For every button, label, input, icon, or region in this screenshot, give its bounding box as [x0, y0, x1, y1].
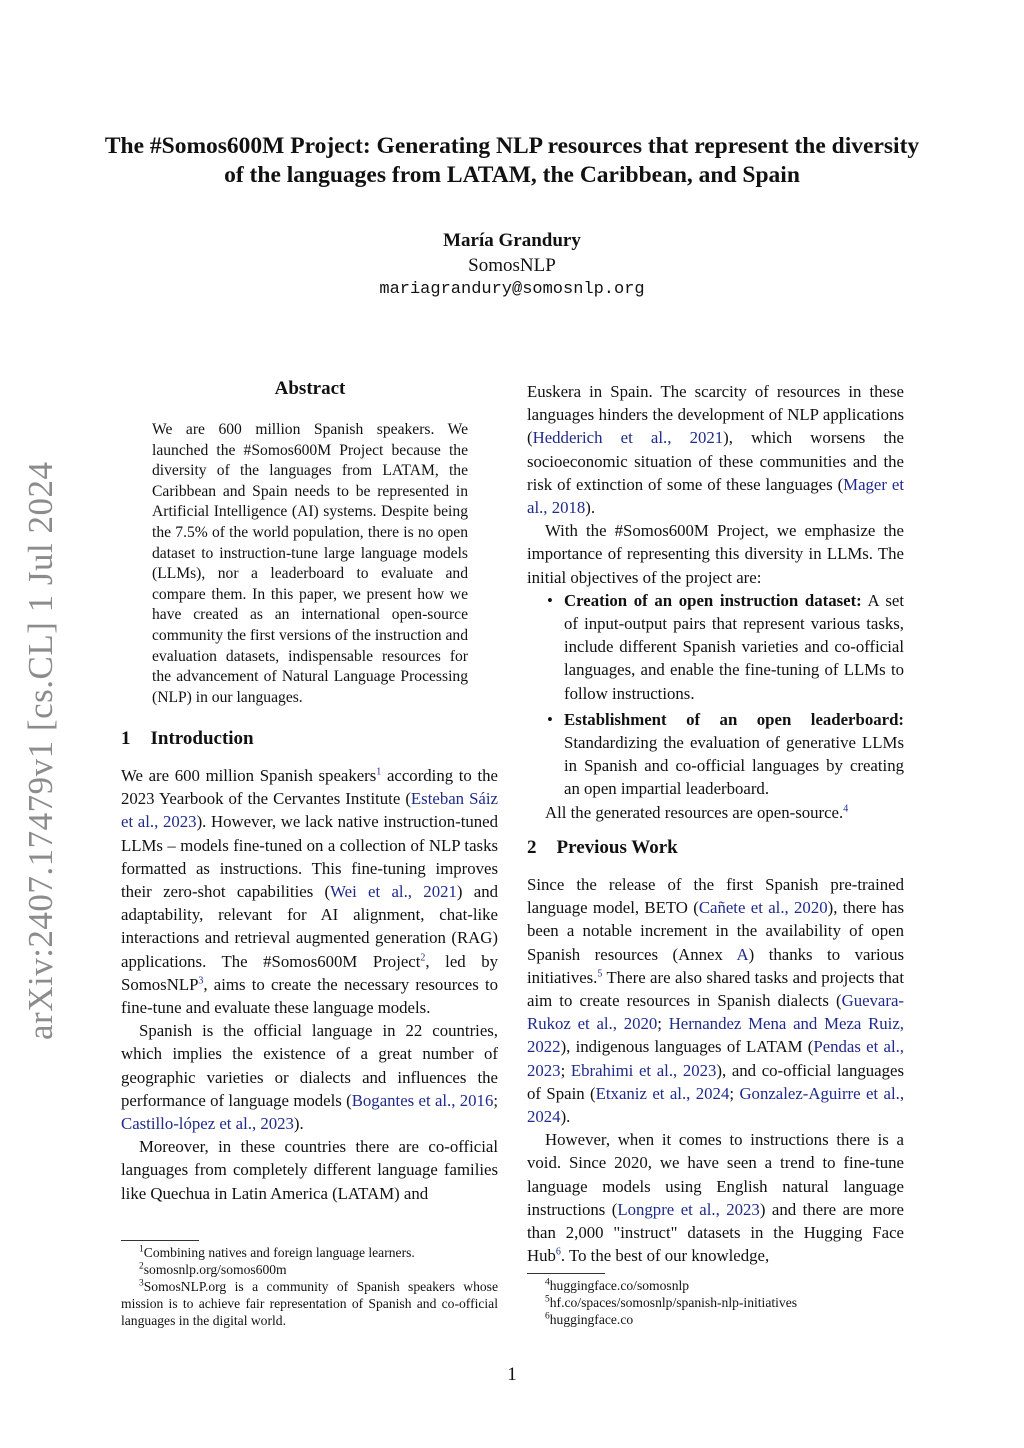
paper-title: The #Somos600M Project: Generating NLP resources that represent the diversity of the languages from LATAM, the Caribbean, and Spain — [104, 133, 920, 188]
footnote-ref[interactable]: 3 — [198, 975, 204, 987]
section-number: 2 — [527, 837, 537, 858]
list-item: • Creation of an open instruction dataset: A set of input-output pairs that represent various tasks, include different Spanish varieties and co-official languages, and enable the fine-tuning of LLMs to follow instructions. — [547, 590, 904, 703]
citation-link[interactable]: Wei et al., 2021 — [330, 882, 457, 902]
author-email: mariagrandury@somosnlp.org — [379, 280, 645, 299]
citation-link[interactable]: Gonzalez-Aguirre et al., 2024 — [527, 1083, 905, 1127]
arxiv-identifier: arXiv:2407.17479v1 [cs.CL] 1 Jul 2024 — [21, 461, 60, 1040]
section-title: Introduction — [150, 728, 254, 749]
footnote-ref[interactable]: 5 — [597, 968, 603, 980]
author-name: María Grandury — [443, 230, 581, 251]
intro-paragraph-2: Spanish is the official language in 22 countries, which implies the existence of a great number of geographic varieties or dialects and influences the performance of language models (Bogantes et al., 2016; Castillo-lópez et al., 2023). — [121, 1021, 499, 1134]
citation-link[interactable]: Pendas et al., 2023 — [527, 1037, 905, 1080]
footnotes-right — [527, 1277, 904, 1328]
left-column-body — [121, 764, 498, 1205]
citation-link[interactable]: Esteban Sáiz et al., 2023 — [121, 789, 498, 832]
author-affiliation: SomosNLP — [468, 255, 556, 276]
footnote-ref[interactable]: 1 — [376, 766, 382, 778]
previous-work-paragraph-1: Since the release of the first Spanish pre-trained language model, BETO (Cañete et al., 2020), there has been a notable increment in the availability of open Spanish resources (Annex A) thanks to various initiatives.$^5$ There are also shared tasks and projects that aim to create resources in Spanish dialects (Guevara-Rukoz et al., 2020; Hernandez Mena and Meza Ruiz, 2022), indigenous languages of LATAM (Pendas et al., 2023; Ebrahimi et al., 2023), and co-official languages of Spain (Etxaniz et al., 2024; Gonzalez-Aguirre et al., 2024). — [527, 875, 905, 1127]
right-column-body — [527, 873, 904, 1267]
footnote: $^2$somosnlp.org/somos600m — [139, 1261, 287, 1277]
objectives-list — [527, 589, 904, 801]
intro-paragraph-3-cont: Euskera in Spain. The scarcity of resources in these languages hinders the development of NLP applications (Hedderich et al., 2021), which worsens the socioeconomic situation of these communities and the risk of extinction of some of these languages (Mager et al., 2018). — [527, 382, 904, 518]
citation-link[interactable]: Cañete et al., 2020 — [698, 898, 828, 918]
list-item: • Establishment of an open leaderboard: Standardizing the evaluation of generative LLMs in Spanish and co-official languages by creating an open impartial leaderboard. — [547, 709, 904, 799]
footnote: $^6$huggingface.co — [545, 1311, 634, 1327]
intro-paragraph-3: Moreover, in these countries there are co-official languages from completely different language families like Quechua in Latin America (LATAM) and — [121, 1137, 498, 1203]
citation-link[interactable]: Hernandez Mena and Meza Ruiz, 2022 — [527, 1014, 904, 1057]
section-2-heading — [527, 837, 678, 859]
citation-link[interactable]: Guevara-Rukoz et al., 2020 — [527, 991, 904, 1034]
intro-paragraph-5: All the generated resources are open-source.$^4$ — [545, 802, 849, 822]
footnote-ref[interactable]: 2 — [420, 952, 426, 964]
citation-link[interactable]: Hedderich et al., 2021 — [532, 428, 724, 448]
footnotes-left — [121, 1244, 498, 1329]
section-number: 1 — [121, 728, 131, 749]
citation-link[interactable]: Longpre et al., 2023 — [617, 1199, 760, 1219]
footnote: $^4$huggingface.co/somosnlp — [545, 1277, 690, 1293]
citation-link[interactable]: Bogantes et al., 2016 — [351, 1090, 494, 1110]
previous-work-paragraph-2: However, when it comes to instructions there is a void. Since 2020, we have seen a trend to fine-tune language models using English natural language instructions (Longpre et al., 2023) and there are more than 2,000 "instruct" datasets in the Hugging Face Hub$^6$. To the best of our knowledge, — [527, 1130, 905, 1266]
intro-paragraph-1: We are 600 million Spanish speakers$^1$ according to the 2023 Yearbook of the Cervantes Institute (Esteban Sáiz et al., 2023). However, we lack native instruction-tuned LLMs – models fine-tuned on a collection of NLP tasks formatted as instructions. This fine-tuning improves their zero-shot capabilities (Wei et al., 2021) and adaptability, relevant for AI alignment, chat-like interactions and retrieval augmented generation (RAG) applications. The #Somos600M Project$^2$, led by SomosNLP$^3$, aims to create the necessary resources to fine-tune and evaluate these language models. — [121, 766, 499, 1018]
page-number: 1 — [507, 1364, 517, 1385]
footnote-rule — [527, 1273, 605, 1274]
abstract-text: We are 600 million Spanish speakers. We launched the #Somos600M Project because the diversity of the languages from LATAM, the Caribbean and Spain needs to be represented in Artificial Intelligence (AI) systems. Despite being the 7.5% of the world population, there is no open dataset to instruction-tune large language models (LLMs), nor a leaderboard to evaluate and compare them. In this paper, we present how we have created as an international open-source community the first versions of the instruction and evaluation datasets, indispensable resources for the advancement of Natural Language Processing (NLP) in our languages. — [152, 421, 468, 706]
footnote-ref[interactable]: 4 — [843, 803, 849, 815]
abstract-heading: Abstract — [274, 378, 346, 399]
citation-link[interactable]: Ebrahimi et al., 2023 — [570, 1060, 717, 1080]
citation-link[interactable]: Etxaniz et al., 2024 — [595, 1083, 730, 1103]
citation-link[interactable]: Mager et al., 2018 — [527, 474, 904, 518]
footnote: $^5$hf.co/spaces/somosnlp/spanish-nlp-initiatives — [545, 1294, 798, 1310]
footnote-ref[interactable]: 6 — [555, 1246, 561, 1258]
footnote: $^3$SomosNLP.org is a community of Spanish speakers whose mission is to achieve fair representation of Spanish and co-official languages in the digital world. — [121, 1278, 498, 1328]
footnote: $^1$Combining natives and foreign language learners. — [139, 1244, 415, 1260]
section-title: Previous Work — [556, 837, 678, 858]
section-1-heading — [121, 728, 254, 750]
intro-paragraph-4: With the #Somos600M Project, we emphasize the importance of representing this diversity in LLMs. The initial objectives of the project are: — [527, 521, 904, 587]
right-column-top — [527, 380, 904, 824]
citation-link[interactable]: Castillo-lópez et al., 2023 — [121, 1114, 294, 1134]
footnote-rule — [121, 1240, 199, 1241]
annex-link[interactable]: A — [736, 944, 749, 964]
